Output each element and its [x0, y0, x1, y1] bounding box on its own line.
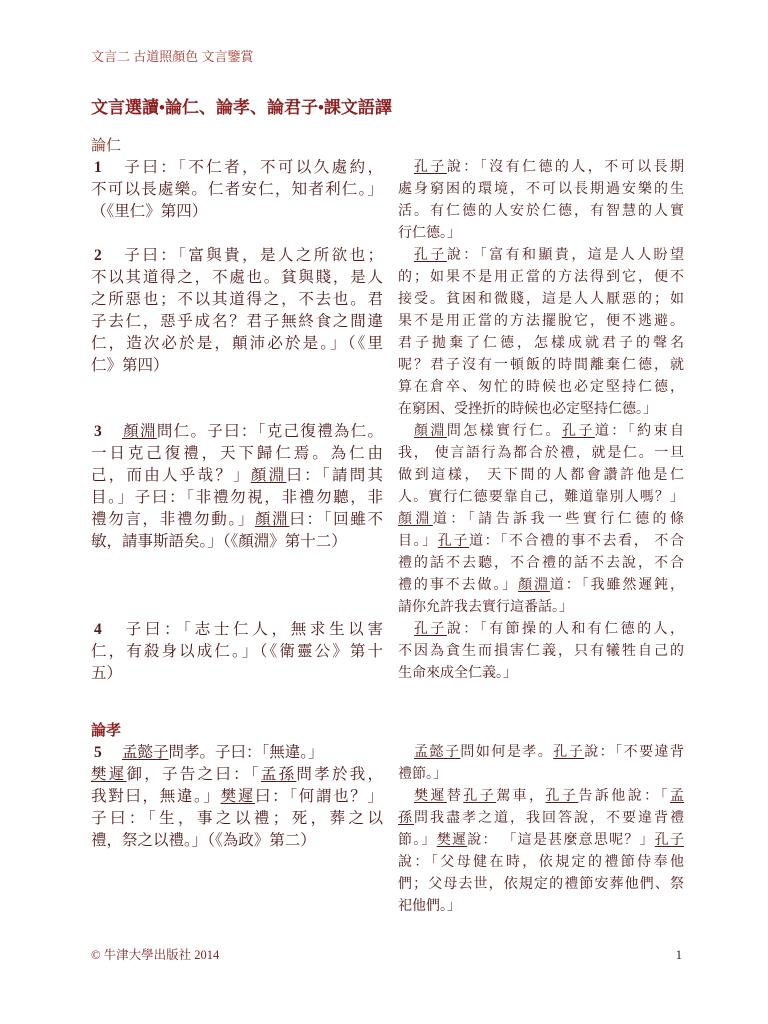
text-run: 目。」: [398, 534, 438, 549]
text-line: [398, 421, 684, 443]
text-line: [91, 267, 383, 289]
text-line: [91, 830, 383, 852]
text-line: [398, 355, 684, 377]
text-run: 御，子告之曰：「: [126, 766, 261, 783]
paragraph: [91, 619, 383, 685]
text-run: 禮勿言，非禮勿動。」: [91, 511, 255, 528]
text-run: 說：「不要違背: [584, 745, 685, 760]
text-run: 呢？君子沒有一頓飯的時間離棄仁德，就: [398, 358, 684, 373]
text-run: 問如何是孝。: [460, 745, 554, 760]
text-run: 曰：「回雖不: [289, 511, 383, 528]
text-line: [398, 509, 684, 531]
original-text: [91, 245, 383, 377]
translation-text: [398, 742, 684, 918]
text-line: [91, 179, 383, 201]
text-run: 道：「約束自: [594, 424, 684, 439]
text-line: [398, 245, 684, 267]
text-line: [91, 311, 383, 333]
text-run: 活。有仁德的人安於仁德，有智慧的人實: [398, 204, 684, 219]
paragraph: [398, 619, 684, 685]
text-run: 們；父母去世，依規定的禮節安葬他們、祭: [398, 877, 684, 892]
text-run: 接受。貧困和微賤，這是人人厭惡的；如: [398, 292, 684, 307]
text-line: [398, 223, 684, 245]
copyright-notice: © 牛津大學出版社 2014: [91, 948, 220, 962]
text-run: 己，而由人乎哉？」: [91, 467, 251, 484]
text-run: 敏，請事斯語矣。」（《顏淵》第十二）: [91, 533, 347, 550]
text-run: 一日克己復禮，天下歸仁焉。為仁由: [91, 445, 383, 462]
text-line: [91, 663, 383, 685]
text-line: [398, 808, 684, 830]
text-line: [91, 619, 383, 641]
underlined-name: 孫: [398, 811, 414, 826]
text-run: 子曰：「不仁者，不可以久處約，: [122, 159, 383, 176]
text-run: 我， 使言語行為都合於禮，就是仁。一旦: [398, 446, 684, 461]
text-run: 仁》第四）: [91, 357, 169, 374]
text-run: 不因為貪生而損害仁義，只有犧牲自己的: [398, 644, 684, 659]
text-run: 做到這樣， 天下間的人都會讚許他是仁: [398, 468, 684, 483]
passage-row: [91, 421, 684, 619]
text-run: 問孝。子曰：「無違。」: [168, 744, 324, 761]
text-line: [91, 245, 383, 267]
text-line: [398, 575, 684, 597]
text-run: 問怎樣實行仁。: [446, 424, 562, 439]
text-run: 五）: [91, 665, 123, 682]
paragraph: [398, 421, 684, 619]
text-line: [398, 179, 684, 201]
text-line: [398, 201, 684, 223]
text-line: [398, 267, 684, 289]
underlined-name: 孔子: [553, 745, 585, 760]
translation-text: [398, 245, 684, 421]
text-line: [398, 399, 684, 421]
text-line: [398, 852, 684, 874]
text-line: [398, 619, 684, 641]
text-line: [91, 786, 383, 808]
passage-number: 1: [94, 159, 102, 176]
text-run: 子曰：「生，事之以禮；死，葬之以: [91, 810, 383, 827]
original-text: [91, 619, 383, 685]
text-line: [91, 465, 383, 487]
paragraph: [398, 742, 684, 786]
text-run: 曰：「何謂也？」: [255, 788, 383, 805]
text-line: [91, 333, 383, 355]
underlined-name: 顏淵: [518, 578, 550, 593]
text-run: 說：「父母健在時，依規定的禮節侍奉他: [398, 855, 684, 870]
underlined-name: 顏淵: [255, 511, 290, 528]
underlined-name: 孔子: [654, 833, 685, 848]
paragraph: [91, 742, 383, 764]
underlined-name: 孔子: [545, 789, 579, 804]
paragraph: [91, 764, 383, 852]
text-line: [398, 531, 684, 553]
underlined-name: 孟孫: [260, 766, 297, 783]
text-line: [398, 333, 684, 355]
text-line: [91, 443, 383, 465]
text-line: [398, 830, 684, 852]
text-run: 節。」: [398, 833, 437, 848]
running-header: 文言二 古道照顏色 文言鑒賞: [91, 49, 254, 64]
underlined-name: 孟懿子: [122, 744, 169, 761]
text-line: [398, 663, 684, 685]
text-run: 在窮困、受挫折的時候也必定堅持仁德。」: [398, 402, 657, 417]
underlined-name: 孟懿子: [414, 745, 461, 760]
translation-text: [398, 421, 684, 619]
translation-text: [398, 619, 684, 685]
paragraph: [91, 421, 383, 553]
text-line: [91, 641, 383, 663]
text-run: 問孝於我，: [296, 766, 383, 783]
passage-row: [91, 157, 684, 245]
passage-row: [91, 742, 684, 918]
underlined-name: 孔子: [561, 424, 595, 439]
text-run: 處身窮困的環境，不可以長期過安樂的生: [398, 182, 684, 197]
text-line: [398, 742, 684, 764]
text-run: 告訴他說：「: [578, 789, 670, 804]
text-run: 行仁德。」: [398, 226, 461, 241]
underlined-name: 顏淵: [250, 467, 287, 484]
passage-row: [91, 245, 684, 421]
text-run: 說：「沒有仁德的人，不可以長期: [446, 160, 684, 175]
text-run: 子曰：「志士仁人，無求生以害: [122, 621, 383, 638]
text-run: 替: [446, 789, 464, 804]
text-run: 說：「有節操的人和有仁德的人，: [446, 622, 684, 637]
paragraph: [398, 786, 684, 918]
underlined-name: 樊遲: [220, 788, 255, 805]
underlined-name: 孔子: [414, 622, 447, 637]
section-2: [91, 720, 684, 918]
underlined-name: 樊遲: [436, 833, 468, 848]
paragraph: [398, 245, 684, 421]
original-text: [91, 157, 383, 223]
text-run: 道：「請告訴我一些實行仁德的條: [432, 512, 684, 527]
text-run: 問仁。子曰：「克己復禮為仁。: [156, 423, 383, 440]
text-line: [91, 487, 383, 509]
text-run: 禮節。」: [398, 767, 447, 782]
text-line: [91, 509, 383, 531]
text-line: [398, 597, 684, 619]
text-run: 說：「富有和顯貴，這是人人盼望: [446, 248, 684, 263]
underlined-name: 顏淵: [398, 512, 433, 527]
text-run: 仁，有殺身以成仁。」（《衛靈公》第十: [91, 643, 383, 660]
underlined-name: 孔子: [437, 534, 470, 549]
text-run: 果不是用正當的方法擺脫它，便不逃避。: [398, 314, 684, 329]
underlined-name: 樊遲: [91, 766, 127, 783]
text-line: [398, 764, 684, 786]
original-text: [91, 421, 383, 553]
original-text: [91, 742, 383, 852]
passage-number: 3: [94, 423, 102, 440]
text-run: 不以其道得之，不處也。貧與賤，是人: [91, 269, 383, 286]
passage-number: 5: [94, 744, 102, 761]
section-heading: 論仁: [91, 138, 122, 154]
paragraph: [91, 245, 383, 377]
passage-number: 2: [94, 247, 102, 264]
text-line: [398, 157, 684, 179]
text-run: 祀他們。」: [398, 899, 461, 914]
underlined-name: 樊遲: [414, 789, 447, 804]
text-run: 禮，祭之以禮。」（《為政》第二）: [91, 832, 316, 849]
text-run: 駕車，: [496, 789, 546, 804]
underlined-name: 孟: [670, 789, 684, 804]
text-run: 仁，造次必於是，顛沛必於是。」（《里: [91, 335, 383, 352]
passage-row: [91, 619, 684, 685]
text-run: 說： 「這是甚麼意思呢？」: [467, 833, 655, 848]
text-line: [398, 377, 684, 399]
text-line: [398, 896, 684, 918]
text-line: [398, 443, 684, 465]
document-title: 文言選讀•論仁、論孝、論君子•課文語譯: [91, 98, 392, 117]
text-line: [91, 157, 383, 179]
underlined-name: 顏淵: [414, 424, 447, 439]
text-run: 曰：「請問其: [286, 467, 383, 484]
text-run: 算在倉卒、匆忙的時候也必定堅持仁德，: [398, 380, 684, 395]
text-line: [398, 311, 684, 333]
text-run: 道：「不合禮的事不去看， 不合: [469, 534, 685, 549]
paragraph: [91, 157, 383, 223]
text-run: 我對曰，無違。」: [91, 788, 221, 805]
text-run: 子曰：「富與貴，是人之所欲也；: [122, 247, 383, 264]
text-run: （《里仁》第四）: [91, 203, 208, 220]
passage-number: 4: [94, 621, 102, 638]
text-line: [91, 355, 383, 377]
text-run: 生命來成全仁義。」: [398, 666, 517, 681]
underlined-name: 顏淵: [122, 423, 157, 440]
text-run: 道：「我雖然遲鈍，: [549, 578, 685, 593]
text-run: 不可以長處樂。仁者安仁，知者利仁。」: [91, 181, 383, 198]
text-line: [91, 421, 383, 443]
underlined-name: 孔子: [414, 248, 447, 263]
text-run: 目。」子曰：「非禮勿視，非禮勿聽，非: [91, 489, 383, 506]
text-run: 人。實行仁德要靠自己，難道靠別人嗎？」: [398, 490, 684, 505]
text-run: 禮的事不去做。」: [398, 578, 519, 593]
text-line: [398, 874, 684, 896]
text-run: 君子拋棄了仁德，怎樣成就君子的聲名: [398, 336, 684, 351]
text-run: 之所惡也；不以其道得之，不去也。君: [91, 291, 383, 308]
text-line: [91, 808, 383, 830]
section-1: [91, 135, 684, 685]
translation-text: [398, 157, 684, 245]
text-line: [91, 289, 383, 311]
underlined-name: 孔子: [463, 789, 497, 804]
text-run: 的；如果不是用正當的方法得到它，便不: [398, 270, 684, 285]
text-line: [91, 201, 383, 223]
page-footer: [91, 947, 684, 963]
text-run: 問我盡孝之道，我回答說，不要違背禮: [414, 811, 684, 826]
underlined-name: 孔子: [414, 160, 447, 175]
paragraph: [398, 157, 684, 245]
text-line: [398, 289, 684, 311]
text-run: 禮的話不去聽，不合禮的話不去說，不合: [398, 556, 684, 571]
text-line: [91, 764, 383, 786]
text-line: [398, 786, 684, 808]
text-line: [398, 641, 684, 663]
section-heading: 論孝: [91, 723, 122, 739]
text-line: [398, 487, 684, 509]
page-number: 1: [675, 948, 682, 962]
text-line: [91, 531, 383, 553]
text-line: [398, 553, 684, 575]
text-run: 子去仁，惡乎成名？君子無終食之間違: [91, 313, 383, 330]
document-body: [91, 135, 684, 918]
text-line: [398, 465, 684, 487]
text-line: [91, 742, 383, 764]
text-run: 請你允許我去實行這番話。」: [398, 600, 573, 615]
